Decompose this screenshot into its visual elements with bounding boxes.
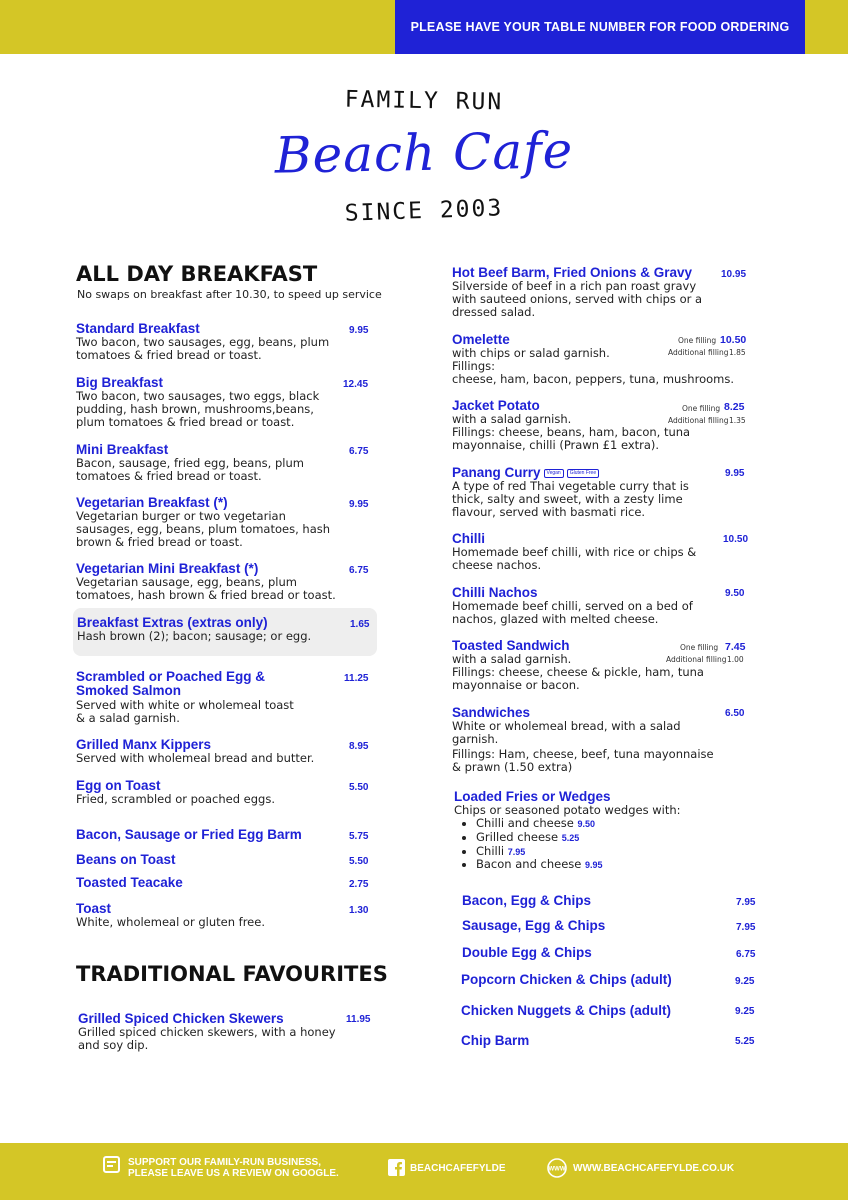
option-price: 7.95 [507, 846, 526, 857]
item-desc: Homemade beef chilli, served on a bed of nachos, glazed with melted cheese. [452, 599, 693, 626]
item-desc: Vegetarian sausage, egg, beans, plum tomatoes, hash brown & fried bread or toast. [76, 575, 336, 602]
menu-item [78, 1012, 346, 1052]
item-desc: Two bacon, two sausages, two eggs, black pudding, hash brown, mushrooms,beans, plum tomatoes & fried bread or toast. [76, 389, 320, 429]
item-price: 9.25 [735, 1006, 755, 1017]
item-price: 9.95 [725, 468, 745, 479]
item-price: 11.25 [344, 673, 369, 684]
item-name: Toasted Sandwich [452, 638, 570, 653]
item-desc: with a salad garnish. [452, 412, 572, 426]
item-fillings: Fillings: cheese, beans, ham, bacon, tuna mayonnaise, chilli (Prawn £1 extra). [452, 425, 691, 452]
list-item [476, 831, 716, 845]
item-desc: White, wholemeal or gluten free. [76, 915, 265, 929]
item-price: 12.45 [343, 379, 369, 390]
header-family-run: FAMILY RUN [344, 86, 504, 116]
menu-item [452, 532, 714, 572]
item-price: 5.50 [349, 856, 369, 867]
item-price: 9.25 [735, 976, 755, 987]
item-price: 9.50 [725, 588, 745, 599]
item-price: 6.75 [349, 565, 369, 576]
item-name: Sandwiches [452, 705, 531, 720]
item-name: Standard Breakfast [76, 321, 200, 336]
item-name: Beans on Toast [76, 852, 176, 867]
review-icon [103, 1156, 120, 1178]
item-price: 7.95 [736, 897, 756, 908]
menu-item [77, 616, 347, 643]
menu-item [452, 399, 714, 452]
menu-item [76, 853, 346, 867]
item-desc: Bacon, sausage, fried egg, beans, plum tomatoes & fried bread or toast. [76, 456, 304, 483]
web-icon-label: WWW [548, 1166, 566, 1173]
item-desc: A type of red Thai vegetable curry that is thick, salty and sweet, with a zesty lime flavour, served with basmati rice. [452, 479, 689, 519]
item-desc: White or wholemeal bread, with a salad garnish. [452, 719, 681, 746]
menu-item [462, 946, 592, 960]
item-price: 5.75 [349, 831, 369, 842]
fries-options-list [454, 817, 716, 872]
item-name: Grilled Spiced Chicken Skewers [78, 1011, 284, 1026]
item-price: 11.95 [346, 1014, 371, 1025]
item-name: Chilli Nachos [452, 585, 538, 600]
item-desc: Grilled spiced chicken skewers, with a honey and soy dip. [78, 1025, 336, 1052]
web-icon [545, 1158, 569, 1183]
item-desc: Served with wholemeal bread and butter. [76, 751, 315, 765]
option-label: Chilli [476, 843, 505, 858]
additional-filling-price: 1.85 [729, 348, 746, 357]
item-name: Vegetarian Breakfast (*) [76, 495, 228, 510]
list-item [476, 858, 716, 872]
item-price: 10.50 [720, 334, 747, 346]
item-name: Panang Curry [452, 465, 541, 480]
option-label: Bacon and cheese [476, 857, 582, 872]
option-price: 5.25 [561, 832, 580, 843]
menu-item [461, 973, 672, 987]
option-price: 9.50 [577, 819, 596, 829]
item-name: Breakfast Extras (extras only) [77, 615, 268, 630]
additional-filling-label: Additional filling [668, 416, 729, 425]
item-desc: Silverside of beef in a rich pan roast gravy with sauteed onions, served with chips or a dressed salad. [452, 279, 703, 319]
item-price: 2.75 [349, 879, 369, 890]
menu-item [462, 919, 605, 933]
menu-item [452, 706, 714, 774]
item-fillings: Fillings: cheese, cheese & pickle, ham, tuna mayonnaise or bacon. [452, 665, 704, 692]
menu-item [76, 670, 306, 725]
menu-item [76, 376, 346, 429]
menu-item [461, 1034, 529, 1048]
option-label: Chilli and cheese [476, 816, 574, 830]
item-price: 10.95 [721, 269, 747, 280]
review-message [128, 1157, 339, 1179]
menu-item [462, 894, 591, 908]
item-desc: with a salad garnish. [452, 652, 572, 666]
item-desc: with chips or salad garnish. [452, 346, 610, 360]
item-name: Double Egg & Chips [462, 945, 592, 960]
item-fillings-label: Fillings: [452, 359, 496, 373]
vegan-badge: Vegan [544, 469, 564, 478]
item-price: 10.50 [723, 534, 749, 545]
facebook-icon [388, 1159, 405, 1181]
item-desc: Fried, scrambled or poached eggs. [76, 792, 275, 806]
menu-item [76, 902, 346, 929]
menu-item [452, 586, 714, 626]
additional-filling-price: 1.00 [727, 655, 744, 664]
item-name: Toast [76, 901, 112, 916]
item-name: Scrambled or Poached Egg & Smoked Salmon [76, 669, 266, 698]
item-name: Toasted Teacake [76, 875, 183, 890]
item-fillings: Fillings: Ham, cheese, beef, tuna mayonnaise & prawn (1.50 extra) [452, 747, 714, 774]
menu-item [76, 322, 346, 362]
header-since: SINCE 2003 [344, 195, 504, 227]
item-name: Vegetarian Mini Breakfast (*) [76, 561, 259, 576]
item-name: Mini Breakfast [76, 442, 169, 457]
section-title-breakfast: ALL DAY BREAKFAST [76, 262, 318, 286]
item-name: Grilled Manx Kippers [76, 737, 212, 752]
gluten-free-badge: Gluten Free [567, 469, 599, 478]
item-desc: Hash brown (2); bacon; sausage; or egg. [77, 629, 312, 643]
menu-item [461, 1004, 671, 1018]
item-price: 6.75 [736, 949, 756, 960]
table-number-notice: PLEASE HAVE YOUR TABLE NUMBER FOR FOOD ORDERING [395, 0, 805, 54]
item-name: Sausage, Egg & Chips [462, 918, 606, 933]
item-price: 5.25 [735, 1036, 755, 1047]
item-price: 8.95 [349, 741, 369, 752]
item-name-row [452, 466, 714, 480]
list-item [476, 817, 716, 831]
review-line-1: SUPPORT OUR FAMILY-RUN BUSINESS, [128, 1157, 321, 1168]
item-desc: Homemade beef chilli, with rice or chips & cheese nachos. [452, 545, 697, 572]
facebook-handle[interactable]: BEACHCAFEFYLDE [410, 1163, 506, 1174]
review-line-2: PLEASE LEAVE US A REVIEW ON GOOGLE. [128, 1168, 339, 1179]
menu-item [76, 738, 346, 765]
breakfast-note: No swaps on breakfast after 10.30, to speed up service [77, 288, 382, 301]
item-price: 6.75 [349, 446, 369, 457]
item-name: Chicken Nuggets & Chips (adult) [461, 1003, 672, 1018]
item-desc: Served with white or wholemeal toast & a salad garnish. [76, 698, 294, 725]
one-filling-label: One filling [680, 643, 719, 652]
item-desc: Vegetarian burger or two vegetarian sausages, egg, beans, plum tomatoes, hash brown & fried bread or toast. [76, 509, 331, 549]
item-price: 6.50 [725, 708, 745, 719]
item-fillings: cheese, ham, bacon, peppers, tuna, mushrooms. [452, 372, 734, 386]
option-label: Grilled cheese [476, 829, 559, 844]
website-link[interactable]: WWW.BEACHCAFEFYLDE.CO.UK [573, 1163, 735, 1174]
item-price: 5.50 [349, 782, 369, 793]
item-desc: Chips or seasoned potato wedges with: [454, 803, 681, 817]
header-cafe-name: Beach Cafe [274, 121, 574, 185]
item-name: Jacket Potato [452, 398, 540, 413]
item-price: 9.95 [349, 325, 369, 336]
additional-filling-label: Additional filling [668, 348, 729, 357]
item-price: 7.45 [725, 641, 746, 653]
option-price: 9.95 [585, 860, 603, 871]
additional-filling-price: 1.35 [729, 416, 746, 425]
menu-item [452, 639, 714, 692]
menu-item [76, 779, 346, 806]
item-price: 9.95 [349, 499, 369, 510]
menu-item [452, 266, 714, 319]
menu-item [76, 876, 346, 890]
one-filling-label: One filling [682, 404, 721, 413]
item-name: Loaded Fries or Wedges [454, 789, 611, 804]
item-name: Big Breakfast [76, 375, 164, 390]
menu-item [452, 466, 714, 519]
additional-filling-label: Additional filling [666, 655, 727, 664]
list-item [476, 845, 716, 859]
item-price: 1.30 [349, 905, 369, 916]
item-name: Bacon, Sausage or Fried Egg Barm [76, 827, 302, 842]
menu-item [76, 828, 346, 842]
menu-item [76, 496, 346, 549]
item-price: 7.95 [736, 922, 756, 933]
section-title-traditional: TRADITIONAL FAVOURITES [76, 962, 388, 986]
item-name: Popcorn Chicken & Chips (adult) [461, 972, 672, 987]
menu-item [76, 443, 346, 483]
item-name: Omelette [452, 332, 510, 347]
item-name: Bacon, Egg & Chips [462, 893, 592, 908]
item-name: Egg on Toast [76, 778, 161, 793]
item-desc: Two bacon, two sausages, egg, beans, plum tomatoes & fried bread or toast. [76, 335, 330, 362]
item-price: 8.25 [724, 401, 745, 413]
item-price: 1.65 [350, 619, 370, 630]
one-filling-label: One filling [678, 336, 717, 345]
menu-item [454, 790, 716, 872]
item-name: Hot Beef Barm, Fried Onions & Gravy [452, 265, 693, 280]
item-name: Chip Barm [461, 1033, 530, 1048]
item-name: Chilli [452, 531, 485, 546]
menu-item [76, 562, 351, 602]
